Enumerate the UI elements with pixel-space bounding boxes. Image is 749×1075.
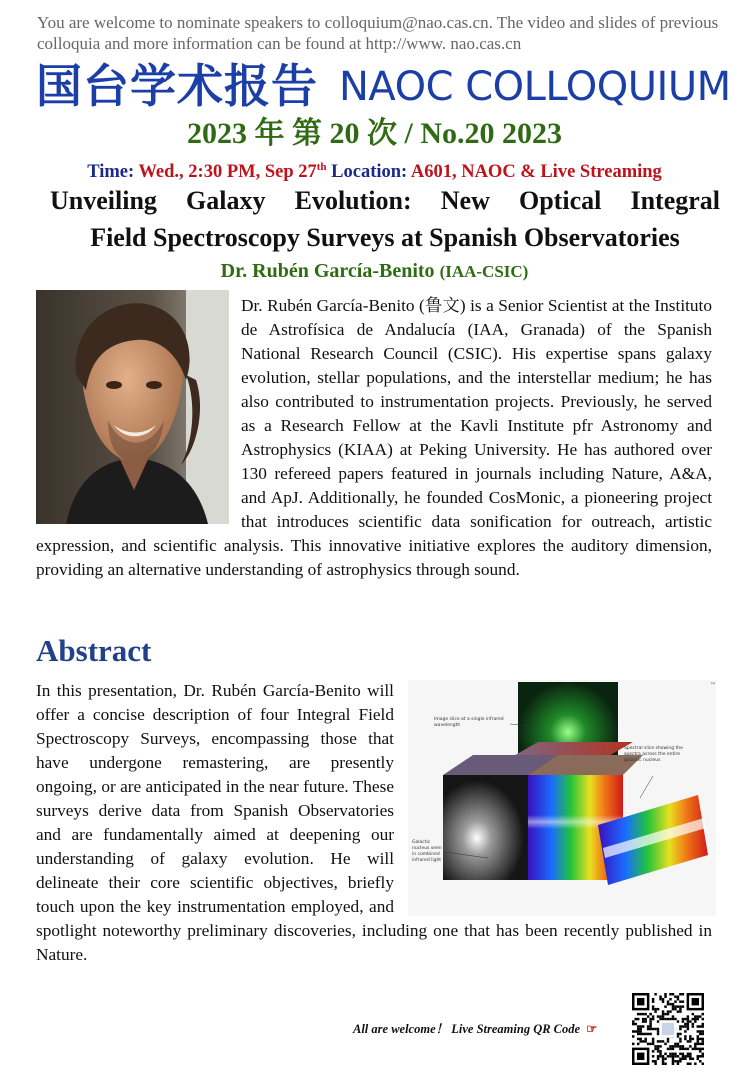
- footer-welcome: All are welcome！ Live Streaming QR Code: [353, 1022, 581, 1036]
- speaker-affiliation: (IAA-CSIC): [439, 262, 529, 281]
- edition-line: 2023 年 第 20 次 / No.20 2023: [187, 117, 562, 150]
- ifs-datacube-figure: [408, 680, 716, 916]
- talk-title-line-2: Field Spectroscopy Surveys at Spanish Observatories: [90, 223, 680, 252]
- svg-text:™: ™: [710, 682, 716, 689]
- title-chinese: 国台学术报告: [36, 59, 318, 113]
- location-value: A601, NAOC & Live Streaming: [410, 162, 662, 183]
- speaker-photo: [36, 290, 229, 524]
- qr-code-icon[interactable]: [632, 993, 704, 1065]
- intro-text: You are welcome to nominate speakers to colloquium@nao.cas.cn. The video and slides of previous colloquia and more information can be found at http://www. nao.cas.cn: [37, 13, 719, 53]
- note-spectral-slice: Spectral slice showing the spectra across the entire galactic nucleus: [624, 746, 683, 763]
- time-value: [138, 162, 326, 182]
- location-label: Location:: [331, 162, 408, 183]
- bio-text: Dr. Rubén García-Benito (鲁文) is a Senior Scientist at the Instituto de Astrofísica de Andalucía (IAA, Granada) of the Spanish National Research Council (CSIC). His expertise spans galaxy evolution, stellar populations, and the interstellar medium; he has also contributed to instrumentation projects. Previously, he served as a Research Fellow at the Kavli Institute pfr Astronomy and Astrophysics (KIAA) at Peking University. He has authored over 130 refereed papers featured in journals including Nature, A&A, and ApJ. Additionally, he founded CosMonic, a pioneering project that introduces scientific data sonification for outreach, artistic expression, and scientific analysis. This innovative initiative explores the auditory dimension, providing an alternative understanding of astrophysics through sound.: [36, 296, 712, 579]
- pointing-hand-icon: ☞: [586, 1022, 598, 1036]
- abstract-text: In this presentation, Dr. Rubén García-Benito will offer a concise description of four Integral Field Spectroscopy Surveys, encompassing those that have undergone remastering, are presently ongoing, or are anticipated in the near future. These surveys derive data from Spanish Observatories and are fundamentally aimed at deepening our understanding of galaxy evolution. He will delineate their core scientific objectives, briefly touch upon the key instrumentation employed, and spotlight noteworthy preliminary discoveries, including one that has been recently published in Nature.: [36, 681, 712, 964]
- time-label: Time:: [87, 162, 135, 183]
- abstract-heading: Abstract: [36, 633, 152, 668]
- title-english: NAOC COLLOQUIUM: [339, 64, 731, 110]
- speaker-line: [0, 258, 749, 285]
- footer-note: [353, 1019, 597, 1037]
- speaker-name: Dr. Rubén García-Benito: [220, 260, 435, 282]
- time-location-line: [0, 155, 749, 184]
- live-streaming-qr-code[interactable]: [632, 993, 704, 1065]
- note-image-slice: Image slice at a single infrared wavelength: [434, 717, 504, 728]
- time-ordinal: th: [316, 161, 327, 173]
- talk-title: [50, 182, 720, 256]
- talk-title-line-1: Unveiling Galaxy Evolution: New Optical Integral: [50, 186, 720, 215]
- datacube-illustration: [408, 680, 716, 916]
- time-value-text: Wed., 2:30 PM, Sep 27: [138, 162, 317, 183]
- portrait-image: [36, 290, 229, 524]
- note-galactic-nucleus: Galactic nucleus seen in combined infrared light: [412, 840, 442, 863]
